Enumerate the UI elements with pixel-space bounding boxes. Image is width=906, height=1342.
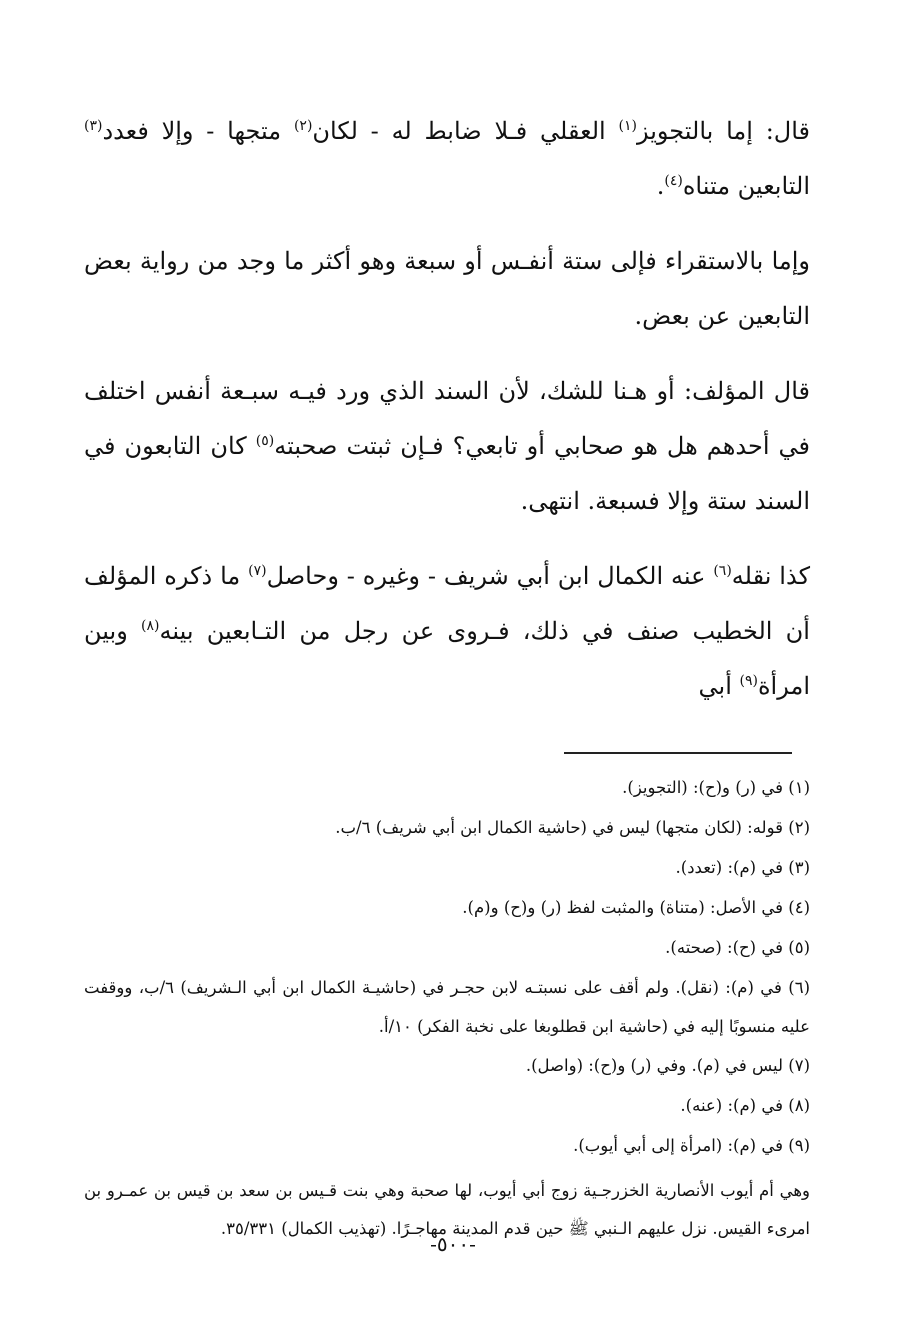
footnote-3: (٣) في (م): (تعدد).: [675, 858, 810, 877]
footnote-6: (٦) في (م): (نقل). ولم أقف على نسبتـه لابن حجـر في (حاشيـة الكمال ابن أبي الـشريف) ٦/ب، ووقفت عليه منسوبًا إليه في (حاشية ابن قطلوبغا على نخبة الفكر) ١٠/أ.: [84, 978, 810, 1036]
footnote-ref-7[interactable]: (٧): [248, 563, 267, 579]
text-run: العقلي فـلا ضابط له - لكان: [312, 117, 619, 145]
paragraph-2: [84, 234, 810, 344]
footnote-ref-5[interactable]: (٥): [255, 433, 275, 449]
footnote-continuation: وهي أم أيوب الأنصارية الخزرجـية زوج أبي أيوب، لها صحبة وهي بنت قـيس بن سعد بن قيس بن عمـرو بن امرىء القيس. نزل عليهم الـنبي ﷺ حين قدم المدينة مهاجـرًا. (تهذيب الكمال) ٣٥/٣٣١.: [84, 1181, 810, 1238]
page-number: -٥٠٠-: [430, 1232, 476, 1256]
text-run: وبين امرأة: [84, 617, 810, 700]
text-run: قال المؤلف: أو هـنا للشك، لأن السند الذي ورد فيـه سبـعة أنفس اختلف في أحدهم هل هو صحابي أو تابعي؟ فـإن ثبتت صحبته: [84, 377, 811, 460]
footnote-ref-4[interactable]: (٤): [664, 173, 683, 189]
text-run: وإما بالاستقراء فإلى ستة أنفـس أو سبعة وهو أكثر ما وجد من رواية بعض التابعين عن بعض.: [84, 247, 810, 330]
paragraph-1: [84, 104, 810, 214]
text-run: عنه الكمال ابن أبي شريف - وغيره - وحاصل: [266, 562, 714, 590]
footnotes: [84, 768, 810, 1248]
footnote-ref-2[interactable]: (٢): [293, 118, 313, 134]
text-run: كذا نقله: [731, 562, 810, 590]
footnote-8: (٨) في (م): (عنه).: [680, 1096, 810, 1115]
main-text: [84, 104, 810, 714]
footnote-5: (٥) في (ح): (صحته).: [665, 938, 810, 957]
footnote-ref-3[interactable]: (٣): [84, 118, 103, 134]
text-run: .: [656, 172, 665, 200]
text-run: كان التابعون في السند ستة وإلا فسبعة. انتهى.: [84, 432, 810, 515]
paragraph-3: [84, 364, 810, 529]
footnote-7: (٧) ليس في (م). وفي (ر) و(ح): (واصل).: [525, 1056, 810, 1075]
footnote-ref-9[interactable]: (٩): [739, 673, 758, 689]
footnote-ref-8[interactable]: (٨): [141, 618, 160, 634]
footnote-ref-6[interactable]: (٦): [713, 563, 732, 579]
paragraph-4: [84, 549, 810, 714]
footnote-4: (٤) في الأصل: (متناة) والمثبت لفظ (ر) و(ح) و(م).: [462, 898, 810, 917]
text-run: أبي: [698, 672, 740, 700]
text-run: متجها - وإلا فعدد: [102, 117, 294, 145]
footnote-divider: [564, 752, 792, 754]
text-run: ما ذكره المؤلف أن الخطيب صنف في ذلك، فـروى عن رجل من التـابعين بينه: [84, 562, 810, 645]
footnote-1: (١) في (ر) و(ح): (التجويز).: [622, 778, 810, 797]
text-run: التابعين متناه: [682, 172, 810, 200]
footnote-divider-wrap: [84, 752, 810, 754]
text-run: قال: إما بالتجويز: [636, 117, 811, 145]
footnote-ref-1[interactable]: (١): [618, 118, 637, 134]
footnote-9: (٩) في (م): (امرأة إلى أبي أيوب).: [573, 1136, 810, 1155]
footnote-2: (٢) قوله: (لكان متجها) ليس في (حاشية الكمال ابن أبي شريف) ٦/ب.: [335, 818, 810, 837]
